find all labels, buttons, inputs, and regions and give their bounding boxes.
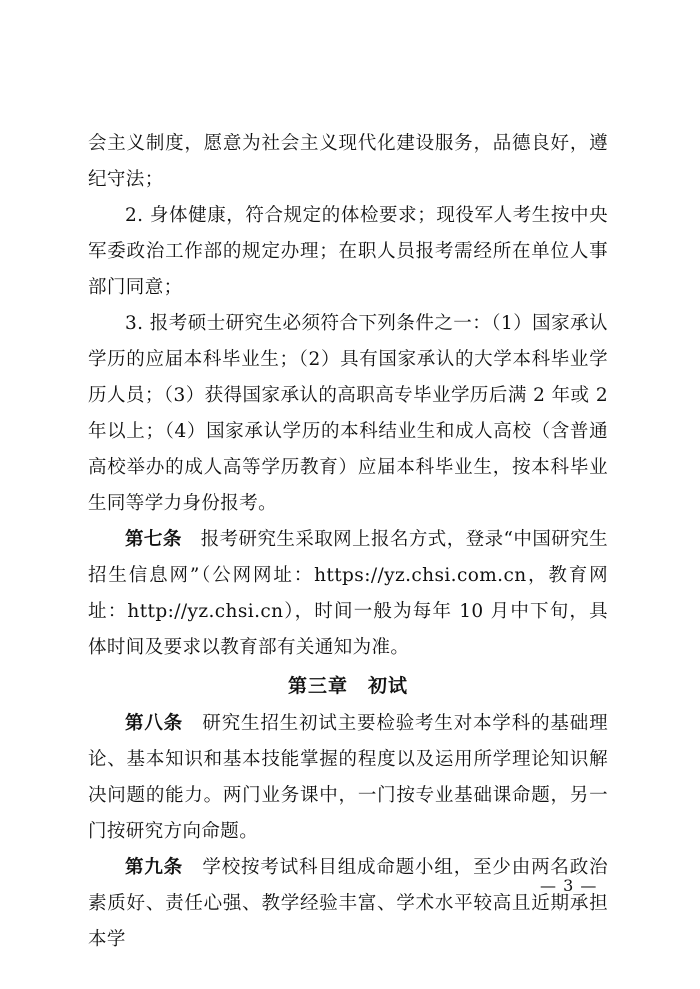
article-7-label: 第七条 (125, 529, 182, 550)
article-8-text: 研究生招生初试主要检验考生对本学科的基础理论、基本知识和基本技能掌握的程度以及运用所学理论知识解决问题的能力。两门业务课中，一门按专业基础课命题，另一门按研究方向命题。 (88, 713, 608, 842)
article-8-label: 第八条 (125, 713, 184, 734)
page-number: — 3 — (540, 876, 598, 895)
document-body (88, 126, 608, 958)
chapter-title: 第三章 初试 (287, 675, 408, 697)
article-8 (88, 706, 608, 850)
paragraph-item-3: 3. 报考硕士研究生必须符合下列条件之一：（1）国家承认学历的应届本科毕业生；（2）具有国家承认的大学本科毕业学历人员；（3）获得国家承认的高职高专毕业学历后满 2 年或 2 年以上；（4）国家承认学历的本科结业生和成人高校（含普通高校举办的成人高等学历教育）应届本科毕业生，按本科毕业生同等学力身份报考。 (88, 313, 608, 514)
paragraph-item-2: 2. 身体健康，符合规定的体检要求；现役军人考生按中央军委政治工作部的规定办理；在职人员报考需经所在单位人事部门同意； (88, 205, 608, 298)
article-7-text: 报考研究生采取网上报名方式，登录“中国研究生招生信息网”（公网网址：https://yz.chsi.com.cn，教育网址：http://yz.chsi.cn），时间一般为每年 10 月中下旬，具体时间及要求以教育部有关通知为准。 (88, 529, 608, 658)
article-9 (88, 850, 608, 958)
article-7 (88, 522, 608, 666)
article-9-text: 学校按考试科目组成命题小组，至少由两名政治素质好、责任心强、教学经验丰富、学术水平较高且近期承担本学 (88, 857, 608, 950)
paragraph-continuation: 会主义制度，愿意为社会主义现代化建设服务，品德良好，遵纪守法； (88, 133, 608, 190)
article-9-label: 第九条 (125, 857, 184, 878)
